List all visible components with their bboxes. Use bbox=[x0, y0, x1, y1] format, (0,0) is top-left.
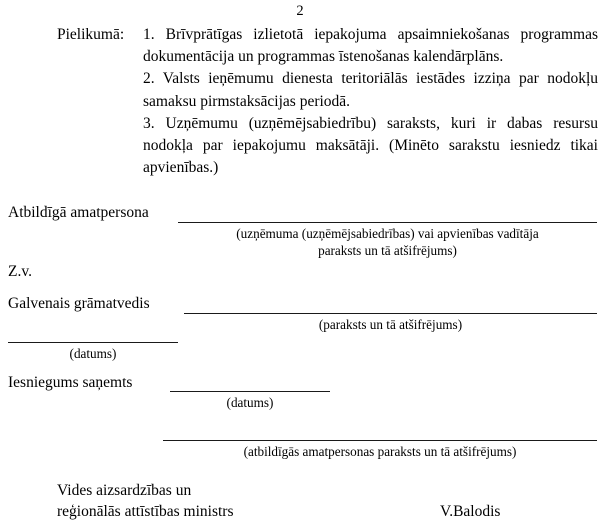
minister-name: V.Balodis bbox=[440, 503, 501, 520]
date-rule-left bbox=[8, 342, 178, 343]
responsible-officer-label: Atbildīgā amatpersona bbox=[8, 204, 149, 221]
responsible-officer-signature-rule bbox=[178, 222, 597, 223]
attachment-label: Pielikumā: bbox=[57, 26, 125, 43]
attachment-list bbox=[143, 24, 598, 179]
chief-accountant-signature-rule bbox=[184, 313, 597, 314]
responsible-officer-caption-line-1: (uzņēmuma (uzņēmējsabiedrības) vai apvienības vadītāja bbox=[236, 226, 539, 241]
date-caption-left: (datums) bbox=[69, 346, 117, 361]
responsible-officer-caption-line-2: paraksts un tā atšifrējums) bbox=[318, 243, 457, 258]
official-signature-caption: (atbildīgās amatpersonas paraksts un tā atšifrējums) bbox=[243, 444, 517, 459]
seal-label: Z.v. bbox=[8, 263, 32, 280]
attachment-item-1: 1. Brīvprātīgas izlietotā iepakojuma apsaimniekošanas programmas dokumentācija un programmas īstenošanas kalendārplāns. bbox=[143, 26, 598, 66]
application-received-label: Iesniegums saņemts bbox=[8, 374, 133, 391]
attachment-item-3: 3. Uzņēmumu (uzņēmējsabiedrību) saraksts, kuri ir dabas resursu nodokļa par iepakojumu maksātāji. (Minēto sarakstu iesniedz tikai apvienības.) bbox=[143, 114, 598, 177]
page-number: 2 bbox=[296, 3, 304, 19]
chief-accountant-caption: (paraksts un tā atšifrējums) bbox=[318, 317, 463, 332]
official-signature-rule bbox=[163, 440, 597, 441]
application-received-date-rule bbox=[170, 391, 330, 392]
attachment-item-2: 2. Valsts ieņēmumu dienesta teritoriālās iestādes izziņa par nodokļu samaksu pirmstaksācijas periodā. bbox=[143, 70, 598, 110]
application-received-caption: (datums) bbox=[226, 395, 274, 410]
chief-accountant-label: Galvenais grāmatvedis bbox=[8, 295, 150, 312]
minister-title-line-2: reģionālās attīstības ministrs bbox=[57, 503, 234, 520]
minister-title-line-1: Vides aizsardzības un bbox=[57, 482, 192, 499]
